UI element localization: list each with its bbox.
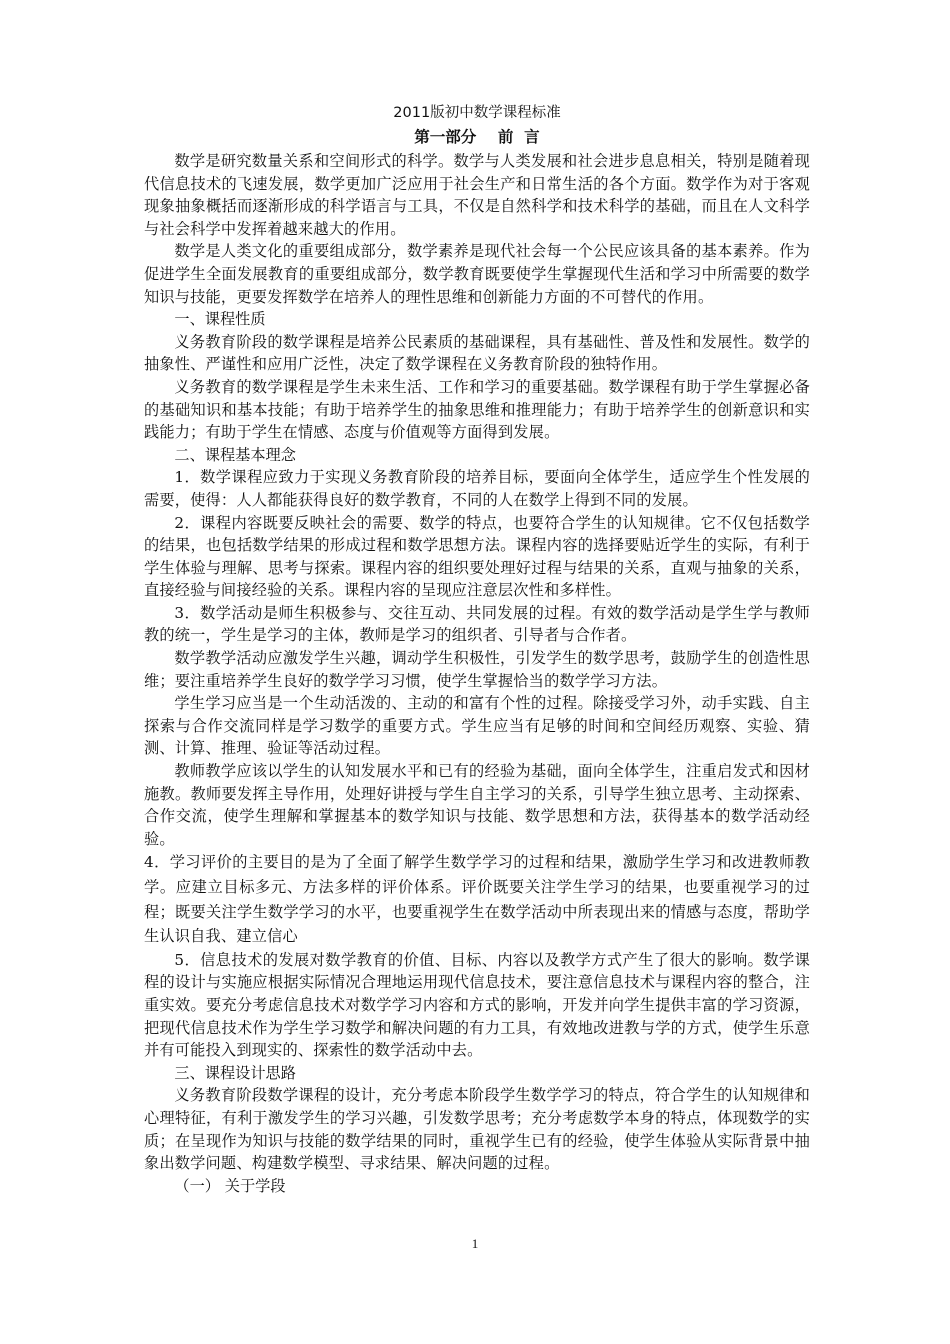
paragraph-11: 4．学习评价的主要目的是为了全面了解学生数学学习的过程和结果，激励学生学习和改进教师教学。应建立目标多元、方法多样的评价体系。评价既要关注学生学习的结果，也要重视学习的过程；既要关注学生数学学习的水平，也要重视学生在数学活动中所表现出来的情感与态度，帮助学生认识自我、建立信心 xyxy=(144,853,810,946)
paragraph-8: 数学教学活动应激发学生兴趣，调动学生积极性，引发学生的数学思考，鼓励学生的创造性思维；要注重培养学生良好的数学学习习惯，使学生掌握恰当的数学学习方法。 xyxy=(144,649,810,690)
paragraph-9: 学生学习应当是一个生动活泼的、主动的和富有个性的过程。除接受学习外，动手实践、自主探索与合作交流同样是学习数学的重要方式。学生应当有足够的时间和空间经历观察、实验、猜测、计算、推理、验证等活动过程。 xyxy=(144,694,810,758)
subsection-heading: （一） 关于学段 xyxy=(174,1176,286,1195)
paragraph-4: 义务教育的数学课程是学生未来生活、工作和学习的重要基础。数学课程有助于学生掌握必备的基础知识和基本技能；有助于培养学生的抽象思维和推理能力；有助于培养学生的创新意识和实践能力；有助于学生在情感、态度与价值观等方面得到发展。 xyxy=(144,377,810,442)
paragraph-10: 教师教学应该以学生的认知发展水平和已有的经验为基础，面向全体学生，注重启发式和因材施教。教师要发挥主导作用，处理好讲授与学生自主学习的关系，引导学生独立思考、主动探索、合作交流，使学生理解和掌握基本的数学知识与技能、数学思想和方法，获得基本的数学活动经验。 xyxy=(144,762,810,848)
section-heading-2: 二、课程基本理念 xyxy=(174,445,296,464)
paragraph-6: 2．课程内容既要反映社会的需要、数学的特点，也要符合学生的认知规律。它不仅包括数学的结果，也包括数学结果的形成过程和数学思想方法。课程内容的选择要贴近学生的实际，有利于学生体验与理解、思考与探索。课程内容的组织要处理好过程与结果的关系，直观与抽象的关系，直接经验与间接经验的关系。课程内容的呈现应注意层次性和多样性。 xyxy=(144,513,810,600)
section-heading-3: 三、课程设计思路 xyxy=(174,1063,296,1082)
paragraph-13: 义务教育阶段数学课程的设计，充分考虑本阶段学生数学学习的特点，符合学生的认知规律和心理特征，有利于激发学生的学习兴趣，引发数学思考；充分考虑数学本身的特点，体现数学的实质；在呈现作为知识与技能的数学结果的同时，重视学生已有的经验，使学生体验从实际背景中抽象出数学问题、构建数学模型、寻求结果、解决问题的过程。 xyxy=(144,1086,810,1173)
document-title: 2011版初中数学课程标准 xyxy=(393,105,561,121)
paragraph-12: 5．信息技术的发展对数学教育的价值、目标、内容以及教学方式产生了很大的影响。数学课程的设计与实施应根据实际情况合理地运用现代信息技术，要注意信息技术与课程内容的整合，注重实效。要充分考虑信息技术对数学学习内容和方式的影响，开发并向学生提供丰富的学习资源，把现代信息技术作为学生学习数学和解决问题的有力工具，有效地改进教与学的方式，使学生乐意并有可能投入到现实的、探索性的数学活动中去。 xyxy=(144,950,810,1060)
section-heading-1: 一、课程性质 xyxy=(174,310,266,329)
paragraph-3: 义务教育阶段的数学课程是培养公民素质的基础课程，具有基础性、普及性和发展性。数学的抽象性、严谨性和应用广泛性，决定了数学课程在义务教育阶段的独特作用。 xyxy=(144,332,810,374)
page-number: 1 xyxy=(471,1236,479,1251)
paragraph-2: 数学是人类文化的重要组成部分，数学素养是现代社会每一个公民应该具备的基本素养。作为促进学生全面发展教育的重要组成部分，数学教育既要使学生掌握现代生活和学习中所需要的数学知识与技能，更要发挥数学在培养人的理性思维和创新能力方面的不可替代的作用。 xyxy=(144,242,810,306)
paragraph-5: 1．数学课程应致力于实现义务教育阶段的培养目标，要面向全体学生，适应学生个性发展的需要，使得：人人都能获得良好的数学教育，不同的人在数学上得到不同的发展。 xyxy=(144,468,810,509)
paragraph-1: 数学是研究数量关系和空间形式的科学。数学与人类发展和社会进步息息相关，特别是随着现代信息技术的飞速发展，数学更加广泛应用于社会生产和日常生活的各个方面。数学作为对于客观现象抽象概括而逐渐形成的科学语言与工具，不仅是自然科学和技术科学的基础，而且在人文科学与社会科学中发挥着越来越大的作用。 xyxy=(144,152,810,238)
part-heading: 第一部分 前 言 xyxy=(414,128,540,146)
paragraph-7: 3．数学活动是师生积极参与、交往互动、共同发展的过程。有效的数学活动是学生学与教师教的统一，学生是学习的主体，教师是学习的组织者、引导者与合作者。 xyxy=(144,603,810,645)
document-body xyxy=(144,101,810,1197)
